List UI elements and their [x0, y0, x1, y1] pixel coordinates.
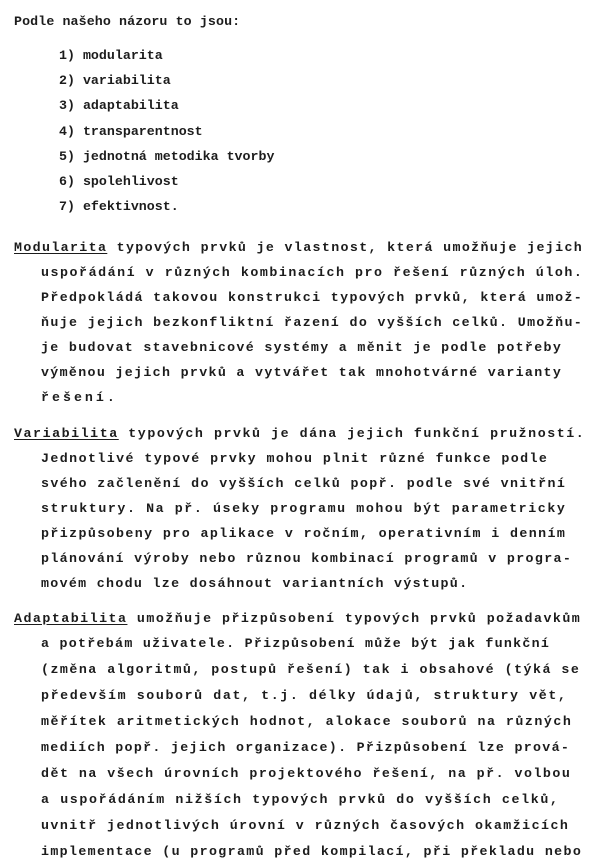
paragraph-line: měřítek aritmetických hodnot, alokace souborů na různých [41, 714, 573, 729]
list-item [59, 174, 274, 199]
list-text: adaptabilita [82, 98, 179, 114]
paragraph-line: plánování výroby nebo různou kombinací programů v progra- [41, 551, 573, 566]
list-text: spolehlivost [82, 173, 179, 189]
paragraph-line: a uspořádáním nižších typových prvků do vyšších celků, [41, 792, 560, 807]
list-number: 3) [59, 98, 75, 114]
list-number: 1) [59, 48, 75, 63]
list-number: 7) [59, 199, 75, 215]
list-item [59, 48, 274, 73]
paragraph-line: struktury. Na př. úseky programu mohou být parametricky [41, 501, 567, 516]
list-number: 6) [59, 173, 75, 189]
list-text: transparentnost [82, 123, 203, 139]
paragraph-line: (změna algoritmů, postupů řešení) tak i obsahové (týká se [41, 662, 581, 677]
paragraph-text: typových prvků je dána jejich funkční pružností. [118, 426, 586, 441]
paragraph-line: řešení. [41, 390, 118, 405]
term-adaptabilita: Adaptabilita [14, 611, 128, 626]
list-item [59, 199, 274, 224]
property-list [59, 48, 274, 224]
paragraph-line: výměnou jejich prvků a vytvářet tak mnohotvárné varianty [41, 365, 563, 380]
list-text: modularita [82, 48, 163, 63]
paragraph-line: uspořádání v různých kombinacích pro řešení různých úloh. [41, 265, 584, 280]
paragraph-line: uvnitř jednotlivých úrovní v různých časových okamžicích [41, 818, 570, 833]
paragraph-line: Jednotlivé typové prvky mohou plnit různé funkce podle [41, 451, 549, 466]
paragraph-line: mediích popř. jejich organizace). Přizpůsobení lze prová- [41, 740, 571, 755]
paragraph-line: především souborů dat, t.j. délky údajů, struktury vět, [41, 688, 568, 703]
paragraph-text: umožňuje přizpůsobení typových prvků požadavkům [127, 611, 582, 626]
list-item [59, 149, 274, 174]
paragraph-line: ňuje jejich bezkonfliktní řazení do vyšších celků. Umožňu- [41, 315, 584, 330]
paragraph-line: přizpůsobeny pro aplikace v ročním, operativním i denním [41, 526, 567, 541]
paragraph-line [14, 611, 581, 627]
list-number: 4) [59, 123, 75, 139]
paragraph-text: typových prvků je vlastnost, která umožňuje jejich [107, 240, 584, 255]
list-item [59, 124, 274, 149]
list-text: efektivnost. [82, 199, 179, 215]
list-item [59, 73, 274, 98]
paragraph-line: movém chodu lze dosáhnout variantních výstupů. [41, 576, 469, 591]
list-number: 5) [59, 148, 75, 164]
paragraph-line: dět na všech úrovních projektového řešení, na př. volbou [41, 766, 572, 781]
paragraph-line: a potřebám uživatele. Přizpůsobení může být jak funkční [41, 636, 551, 651]
paragraph-line [14, 240, 583, 256]
paragraph-line: je budovat stavebnicové systémy a měnit je podle potřeby [41, 340, 563, 355]
term-variabilita: Variabilita [14, 426, 119, 441]
paragraph-line: svého začlenění do vyšších celků popř. podle své vnitřní [41, 476, 567, 491]
paragraph-line [14, 426, 585, 442]
list-item [59, 98, 274, 123]
term-modularita: Modularita [14, 240, 108, 255]
list-text: jednotná metodika tvorby [82, 148, 275, 164]
paragraph-line: Předpokládá takovou konstrukci typových prvků, která umož- [41, 290, 584, 305]
intro-line: Podle našeho názoru to jsou: [14, 14, 241, 29]
paragraph-line: implementace (u programů před kompilací, při překladu nebo [41, 844, 583, 859]
list-text: variabilita [82, 73, 171, 89]
list-number: 2) [59, 73, 75, 89]
